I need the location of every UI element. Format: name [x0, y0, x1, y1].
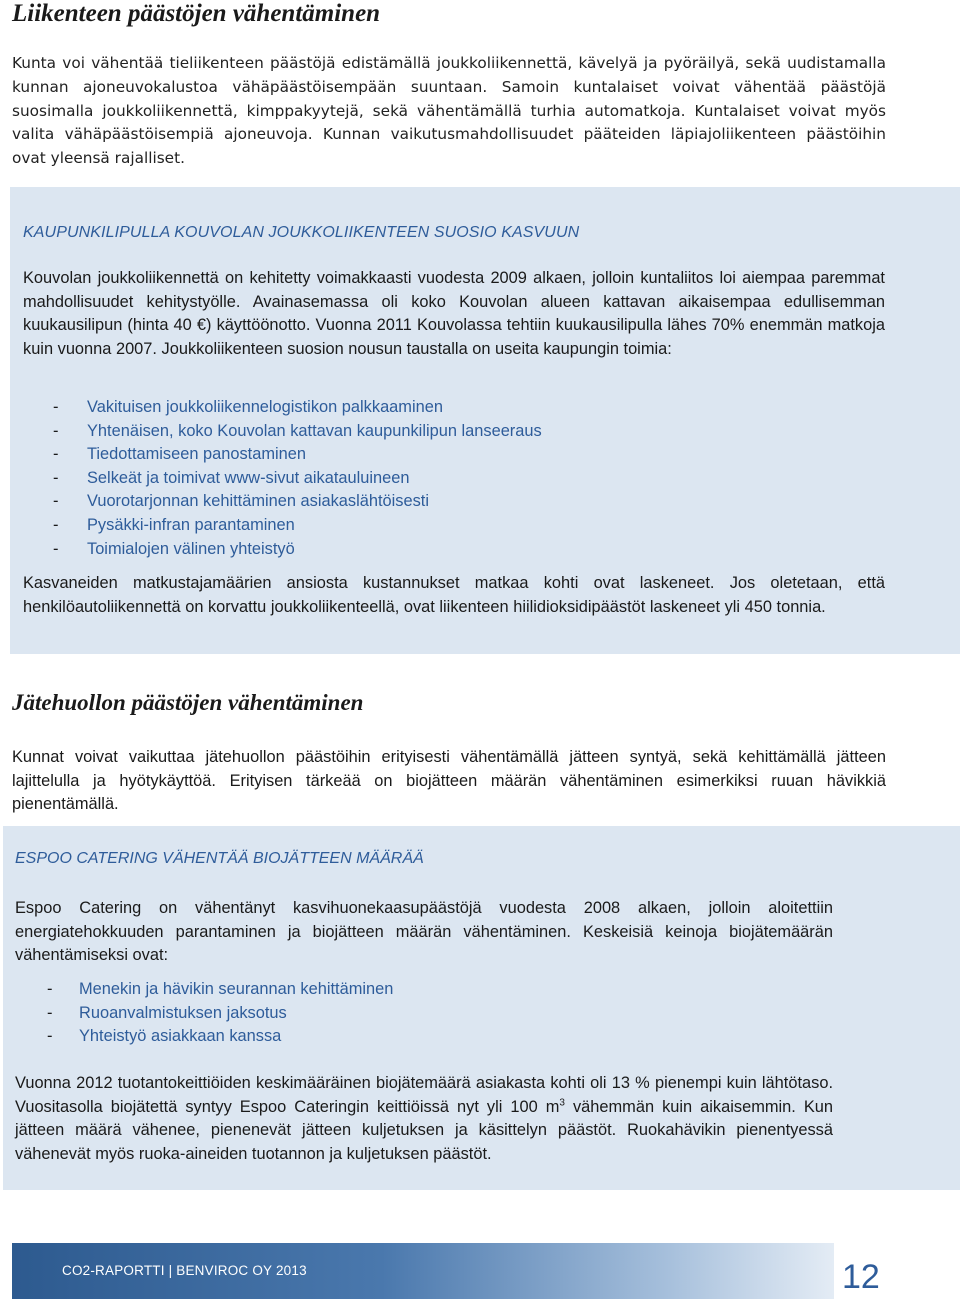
list-item	[53, 443, 542, 467]
list-dash: -	[47, 980, 53, 998]
list-item	[53, 420, 542, 444]
list-item	[53, 538, 542, 562]
list-dash: -	[47, 1003, 53, 1022]
intro-paragraph: Kunta voi vähentää tieliikenteen päästöjä edistämällä joukkoliikennettä, kävelyä ja pyöräilyä, sekä uudistamalla kunnan ajoneuvokalustoa vähäpäästöisempään suuntaan. Samoin kuntalaiset voivat vähentää päästöjä suosimalla joukkoliikennettä, kimppakyytejä, sekä vähentämällä turhia automatkoja. Kuntalaiset voivat myös valita vähäpäästöisempiä ajoneuvoja. Kunnan vaikutusmahdollisuudet pääteiden läpiajoliikenteen päästöihin ovat yleensä rajalliset.	[12, 54, 886, 168]
case-paragraph: Kouvolan joukkoliikennettä on kehitetty voimakkaasti vuodesta 2009 alkaen, jolloin kuntaliitos loi aiempaa paremmat mahdollisuudet kehitystyölle. Avainasemassa oli koko Kouvolan alueen kattavan aikaisempaa edullisemman kuukausilipun (hinta 40 €) käyttöönotto. Vuonna 2011 Kouvolassa tehtiin kuukausilipulla lähes 70% enemmän matkoja kuin vuonna 2007. Joukkoliikenteen suosion nousun taustalla on useita kaupungin toimia:	[23, 269, 885, 358]
list-item-text: Ruoanvalmistuksen jaksotus	[79, 1003, 287, 1022]
case-box-espoo	[3, 826, 960, 1190]
case-title-espoo: ESPOO CATERING VÄHENTÄÄ BIOJÄTTEEN MÄÄRÄÄ	[15, 850, 424, 867]
list-item	[53, 396, 542, 420]
list-item	[53, 490, 542, 514]
list-item-text: Vakituisen joukkoliikennelogistikon palkkaaminen	[87, 398, 443, 416]
section-heading-waste: Jätehuollon päästöjen vähentäminen	[12, 690, 364, 715]
page-number: 12	[842, 1258, 880, 1296]
list-dash: -	[53, 421, 59, 440]
measures-list	[53, 396, 542, 561]
case-conclusion	[15, 1072, 833, 1166]
list-dash: -	[53, 539, 59, 558]
list-item-text: Yhtenäisen, koko Kouvolan kattavan kaupunkilipun lanseeraus	[87, 421, 542, 440]
list-dash: -	[53, 468, 59, 487]
list-item-text: Vuorotarjonnan kehittäminen asiakaslähtöisesti	[87, 492, 429, 511]
list-dash: -	[53, 515, 59, 534]
case-box-kouvola	[10, 187, 960, 654]
conclusion-text-b: vähemmän kuin aikaisemmin. Kun jätteen määrä vähenee, pienenevät jätteen kuljetuksen ja käsittelyn päästöt. Ruokahävikin pienentyessä vähenevät myös ruoka-aineiden tuotannon ja kuljetuksen päästöt.	[15, 1097, 833, 1163]
list-item-text: Yhteistyö asiakkaan kanssa	[79, 1027, 282, 1046]
list-item	[47, 1002, 393, 1026]
conclusion-text-a: Vuonna 2012 tuotantokeittiöiden keskimääräinen biojätemäärä asiakasta kohti oli 13 % pienempi kuin lähtötaso. Vuositasolla biojätettä syntyy Espoo Cateringin keittiöissä nyt yli 100 m	[15, 1074, 833, 1116]
case-paragraph: Espoo Catering on vähentänyt kasvihuonekaasupäästöjä vuodesta 2008 alkaen, jolloin aloitettiin energiatehokkuuden parantaminen ja biojätteen määrän vähentäminen. Keskeisiä keinoja biojätemäärän vähentämiseksi ovat:	[15, 899, 833, 965]
case-title-kouvola: KAUPUNKILIPULLA KOUVOLAN JOUKKOLIIKENTEEN SUOSIO KASVUUN	[23, 224, 580, 241]
list-item-text: Pysäkki-infran parantaminen	[87, 515, 295, 534]
list-item	[53, 514, 542, 538]
section-heading-traffic: Liikenteen päästöjen vähentäminen	[12, 0, 381, 27]
footer-label: CO2-RAPORTTI | BENVIROC OY 2013	[62, 1263, 307, 1278]
list-dash: -	[47, 1027, 53, 1046]
list-item	[47, 978, 393, 1002]
list-item-text: Selkeät ja toimivat www-sivut aikatauluineen	[87, 468, 410, 487]
list-dash: -	[53, 445, 59, 464]
list-item	[53, 467, 542, 491]
list-item-text: Menekin ja hävikin seurannan kehittäminen	[79, 980, 394, 998]
list-item	[47, 1025, 393, 1049]
list-item-text: Tiedottamiseen panostaminen	[87, 445, 306, 464]
measures-list	[47, 978, 393, 1049]
waste-paragraph: Kunnat voivat vaikuttaa jätehuollon päästöihin erityisesti vähentämällä jätteen syntyä, sekä kehittämällä jätteen lajittelulla ja hyötykäyttöä. Erityisen tärkeää on biojätteen määrän vähentäminen esimerkiksi ruuan hävikkiä pienentämällä.	[12, 748, 886, 814]
list-item-text: Toimialojen välinen yhteistyö	[87, 539, 295, 558]
case-conclusion: Kasvaneiden matkustajamäärien ansiosta kustannukset matkaa kohti ovat laskeneet. Jos oletetaan, että henkilöautoliikennettä on korvattu joukkoliikenteellä, ovat liikenteen hiilidioksidipäästöt laskeneet yli 450 tonnia.	[23, 574, 885, 616]
list-dash: -	[53, 398, 59, 416]
superscript: 3	[559, 1097, 565, 1109]
footer-bar	[12, 1243, 834, 1299]
list-dash: -	[53, 492, 59, 511]
